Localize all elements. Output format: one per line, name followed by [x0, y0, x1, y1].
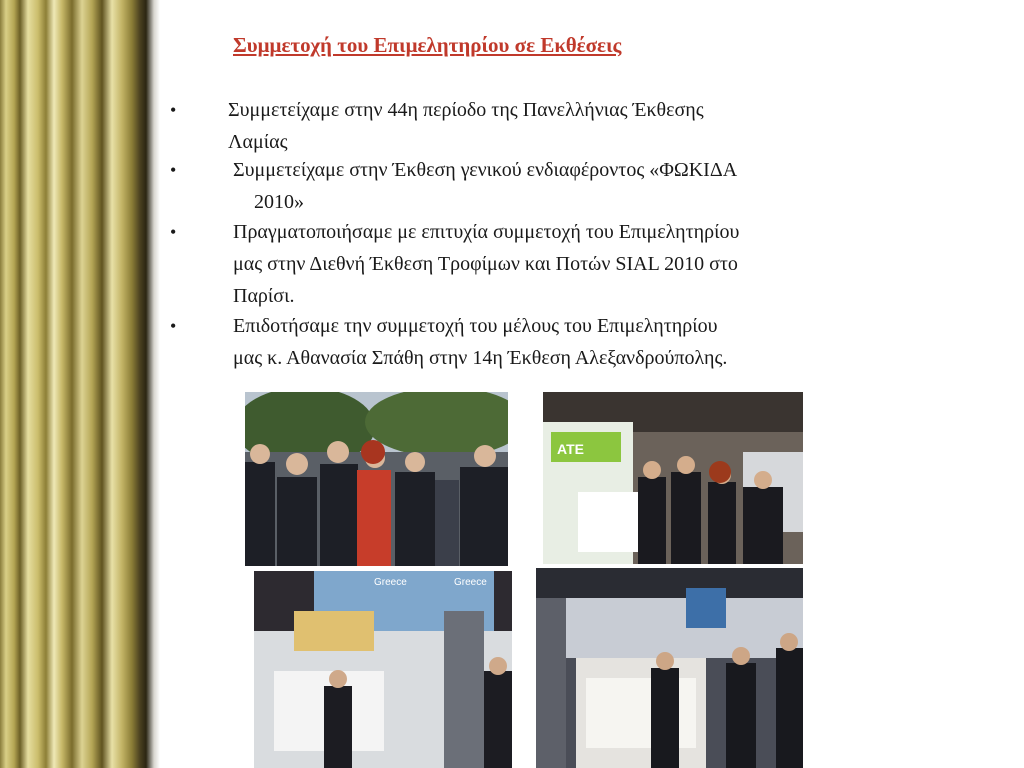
bullet-marker: •: [170, 160, 177, 180]
greece-sign-text-b: Greece: [454, 577, 487, 588]
photo-exhibition-booth: [536, 568, 803, 768]
bullet-marker: •: [170, 100, 177, 120]
bullet-text-line: Λαμίας: [228, 131, 288, 153]
bullet-marker: •: [170, 316, 177, 336]
greece-sign-text-a: Greece: [374, 577, 407, 588]
bullet-text-line: μας κ. Αθανασία Σπάθη στην 14η Έκθεση Αλεξανδρούπολης.: [233, 347, 728, 369]
bullet-text-line: Παρίσι.: [233, 285, 295, 307]
ate-sign-text: ATE: [557, 441, 584, 457]
bullet-text-line: Επιδοτήσαμε την συμμετοχή του μέλους του Επιμελητηρίου: [233, 315, 718, 337]
bullet-text-line: μας στην Διεθνή Έκθεση Τροφίμων και Ποτών SIAL 2010 στο: [233, 253, 738, 275]
bullet-marker: •: [170, 222, 177, 242]
bullet-text-line: Συμμετείχαμε στην Έκθεση γενικού ενδιαφέροντος «ΦΩΚΙΔΑ: [233, 159, 738, 181]
photo-greece-pavilion: [254, 571, 512, 768]
bullet-text-line: Συμμετείχαμε στην 44η περίοδο της Πανελλήνιας Έκθεσης: [228, 99, 704, 121]
bullet-text-line: 2010»: [254, 191, 304, 213]
photo-ate-stand: [543, 392, 803, 564]
decorative-gold-border: [0, 0, 160, 768]
photo-officials-outdoor: [245, 392, 508, 566]
bullet-text-line: Πραγματοποιήσαμε με επιτυχία συμμετοχή του Επιμελητηρίου: [233, 221, 740, 243]
slide-title: Συμμετοχή του Επιμελητηρίου σε Εκθέσεις: [233, 33, 622, 57]
